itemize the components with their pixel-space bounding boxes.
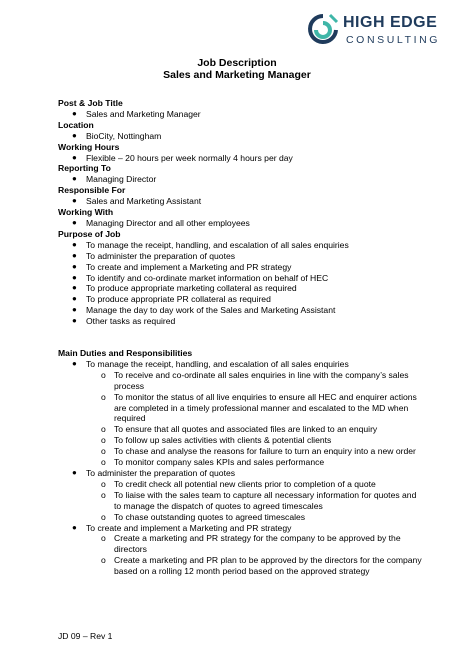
section-heading: Purpose of Job	[58, 228, 121, 239]
section-heading: Responsible For	[58, 185, 126, 196]
list-item: o To chase and analyse the reasons for failure to turn an enquiry into a new order	[101, 446, 416, 457]
list-item: o To credit check all potential new clients prior to completion of a quote	[101, 478, 376, 489]
duty-group-label: ● To administer the preparation of quotes	[72, 468, 236, 478]
swirl-logo-icon	[306, 12, 340, 50]
list-item: o To chase outstanding quotes to agreed timescales	[101, 511, 306, 522]
document-subtitle: Sales and Marketing Manager	[163, 69, 311, 81]
list-item: ● To produce appropriate PR collateral as required	[72, 294, 271, 305]
section-heading: Location	[58, 119, 94, 130]
list-item: o To monitor company sales KPIs and sales performance	[101, 457, 325, 468]
list-item: o Create a marketing and PR plan to be approved by the directors for the company based on a rolling 12 month period based on the approved strategy	[101, 555, 422, 577]
section-heading: Working With	[58, 207, 114, 218]
document-title: Job Description	[197, 57, 277, 69]
list-item: o To monitor the status of all live enquiries to ensure all HEC and enquirer actions are completed in a timely professional manner and escalated to the MD when required	[101, 391, 417, 424]
list-item: o Create a marketing and PR strategy for the company to be approved by the directors	[101, 533, 401, 555]
section-working-hours	[58, 142, 424, 164]
section-heading: Main Duties and Responsibilities	[58, 348, 193, 359]
list-item: o To receive and co-ordinate all sales enquiries in line with the company’s sales process	[101, 369, 409, 391]
section-purpose	[58, 229, 424, 327]
list-item: ● Manage the day to day work of the Sales and Marketing Assistant	[72, 305, 336, 316]
list-item: ● To manage the receipt, handling, and escalation of all sales enquiries	[72, 239, 349, 250]
brand-name: HIGH EDGE	[343, 14, 438, 31]
list-item: ● To administer the preparation of quotes	[72, 250, 236, 261]
list-item: o To liaise with the sales team to capture all necessary information for quotes and to manage the dispatch of quotes to agreed timescales	[101, 489, 417, 511]
section-location	[58, 120, 424, 142]
list-item: o To ensure that all quotes and associated files are linked to an enquiry	[101, 424, 378, 435]
list-item: ● Managing Director	[72, 174, 157, 185]
list-item: ● To produce appropriate marketing collateral as required	[72, 283, 297, 294]
document-footer: JD 09 – Rev 1	[58, 631, 113, 641]
section-heading: Working Hours	[58, 141, 120, 152]
list-item: ● BioCity, Nottingham	[72, 130, 162, 141]
list-item: ● To identify and co-ordinate market information on behalf of HEC	[72, 272, 329, 283]
list-item: ● Sales and Marketing Assistant	[72, 196, 202, 207]
brand-tagline: CONSULTING	[346, 34, 441, 46]
duty-group-label: ● To create and implement a Marketing and PR strategy	[72, 522, 292, 533]
company-logo	[306, 12, 456, 52]
section-heading: Post & Job Title	[58, 98, 123, 108]
document-body	[58, 98, 424, 577]
list-item: ● Managing Director and all other employees	[72, 217, 250, 228]
section-working-with	[58, 207, 424, 229]
section-post-title	[58, 98, 424, 120]
section-reporting-to	[58, 163, 424, 185]
section-main-duties	[58, 348, 424, 577]
spacer	[58, 327, 424, 348]
duty-group-label: ● To manage the receipt, handling, and escalation of all sales enquiries	[72, 358, 349, 369]
list-item: ● Sales and Marketing Manager	[72, 108, 201, 119]
list-item: ● To create and implement a Marketing and PR strategy	[72, 261, 292, 272]
list-item: ● Flexible – 20 hours per week normally 4 hours per day	[72, 152, 293, 163]
list-item: o To follow up sales activities with clients & potential clients	[101, 435, 332, 446]
section-heading: Reporting To	[58, 163, 111, 174]
list-item: ● Other tasks as required	[72, 316, 176, 327]
section-responsible-for	[58, 185, 424, 207]
